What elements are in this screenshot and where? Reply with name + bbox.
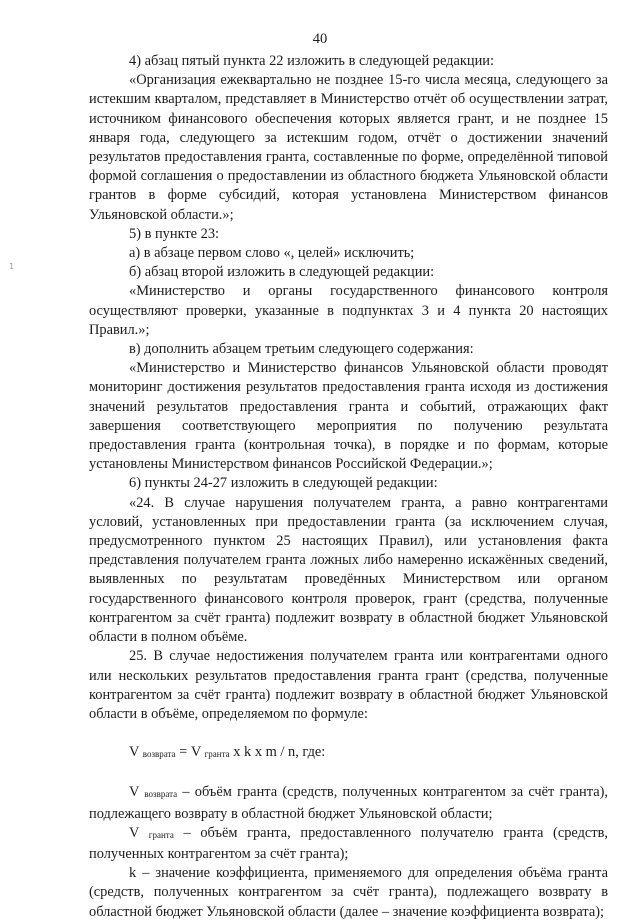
definition-k: [89, 864, 608, 922]
definition-text: – значение коэффициента, применяемого для определения объёма гранта (средств, полученных контрагентом за счёт гранта), подлежащего возврату в областной бюджет Ульяновской области (далее – значение коэффициента возврата);: [89, 865, 608, 920]
paragraph: «Организация ежеквартально не позднее 15-го числа месяца, следующего за истекшим кварталом, представляет в Министерство отчёт об осуществлении затрат, источником финансового обеспечения которых является грант, и не позднее 15 января года, следующего за истекшим годом, отчёт о достижении значений результатов предоставления гранта, составленные по форме, определённой типовой формой соглашения о предоставлении из областного бюджета Ульяновской области грантов в форме субсидий, которая установлена Министерством финансов Ульяновской области.»;: [89, 72, 608, 223]
definition-text: – объём гранта, предоставленного получателю гранта (средств, полученных контрагентом за счёт гранта);: [89, 824, 608, 862]
paragraph: в) дополнить абзацем третьим следующего содержания:: [129, 341, 474, 358]
paragraph: «Министерство и органы государственного финансового контроля осуществляют проверки, указанные в подпунктах 3 и 4 пункта 20 настоящих Правил.»;: [89, 283, 608, 338]
definition-v-grant: [89, 824, 608, 864]
paragraph: «Министерство и Министерство финансов Ульяновской области проводят мониторинг достижения результатов предоставления гранта исходя из достижения значений результатов предоставления гранта и событий, отражающих факт завершения соответствующего мероприятия по получению результата предоставления гранта (контрольная точка), в порядке и по формам, которые установлены Министерством финансов Российской Федерации.»;: [89, 360, 608, 473]
paragraph: а) в абзаце первом слово «, целей» исключить;: [129, 245, 415, 262]
definition-symbol: V: [129, 824, 140, 841]
formula-v-symbol: V: [129, 744, 140, 761]
return-formula: [89, 743, 608, 764]
definition-text: – объём гранта (средств, полученных контрагентом за счёт гранта), подлежащего возврату в областной бюджет Ульяновской области;: [89, 784, 608, 822]
definition-symbol: V: [129, 784, 140, 801]
paragraph: 4) абзац пятый пункта 22 изложить в следующей редакции:: [129, 53, 494, 69]
paragraph: 5) в пункте 23:: [129, 225, 220, 242]
paragraph: 25. В случае недостижения получателем гранта или контрагентами одного или нескольких результатов предоставления гранта грант (средства, полученные контрагентом за счёт гранта) подлежит возврату в областной бюджет Ульяновской области в объёме, определяемом по формуле:: [89, 648, 608, 722]
paragraph: «24. В случае нарушения получателем гранта, а равно контрагентами условий, установленных при предоставлении гранта (за исключением случая, предусмотренного пунктом 25 настоящих Правил), или установления факта представления получателем гранта ложных либо намеренно искажённых сведений, выявленных по результатам проведённых Министерством или органом государственного финансового контроля проверок, грант (средства, полученные контрагентом за счёт гранта) подлежит возврату в областной бюджет Ульяновской области в полном объёме.: [89, 494, 608, 646]
paragraph: 6) пункты 24-27 изложить в следующей редакции:: [129, 475, 438, 492]
formula-subscript-grant: гранта: [204, 749, 230, 760]
paragraph: б) абзац второй изложить в следующей редакции:: [129, 264, 435, 281]
formula-subscript-return: возврата: [142, 749, 176, 760]
formula-rest: x k x m / n, где:: [229, 744, 326, 761]
definition-subscript: гранта: [148, 829, 174, 840]
formula-equals: = V: [175, 744, 201, 761]
definition-symbol: k: [129, 865, 137, 882]
definition-v-return: [89, 783, 608, 823]
document-body: [89, 52, 608, 922]
page-number: 40: [312, 31, 328, 47]
margin-mark: 1: [9, 262, 15, 271]
definition-subscript: возврата: [144, 789, 178, 800]
